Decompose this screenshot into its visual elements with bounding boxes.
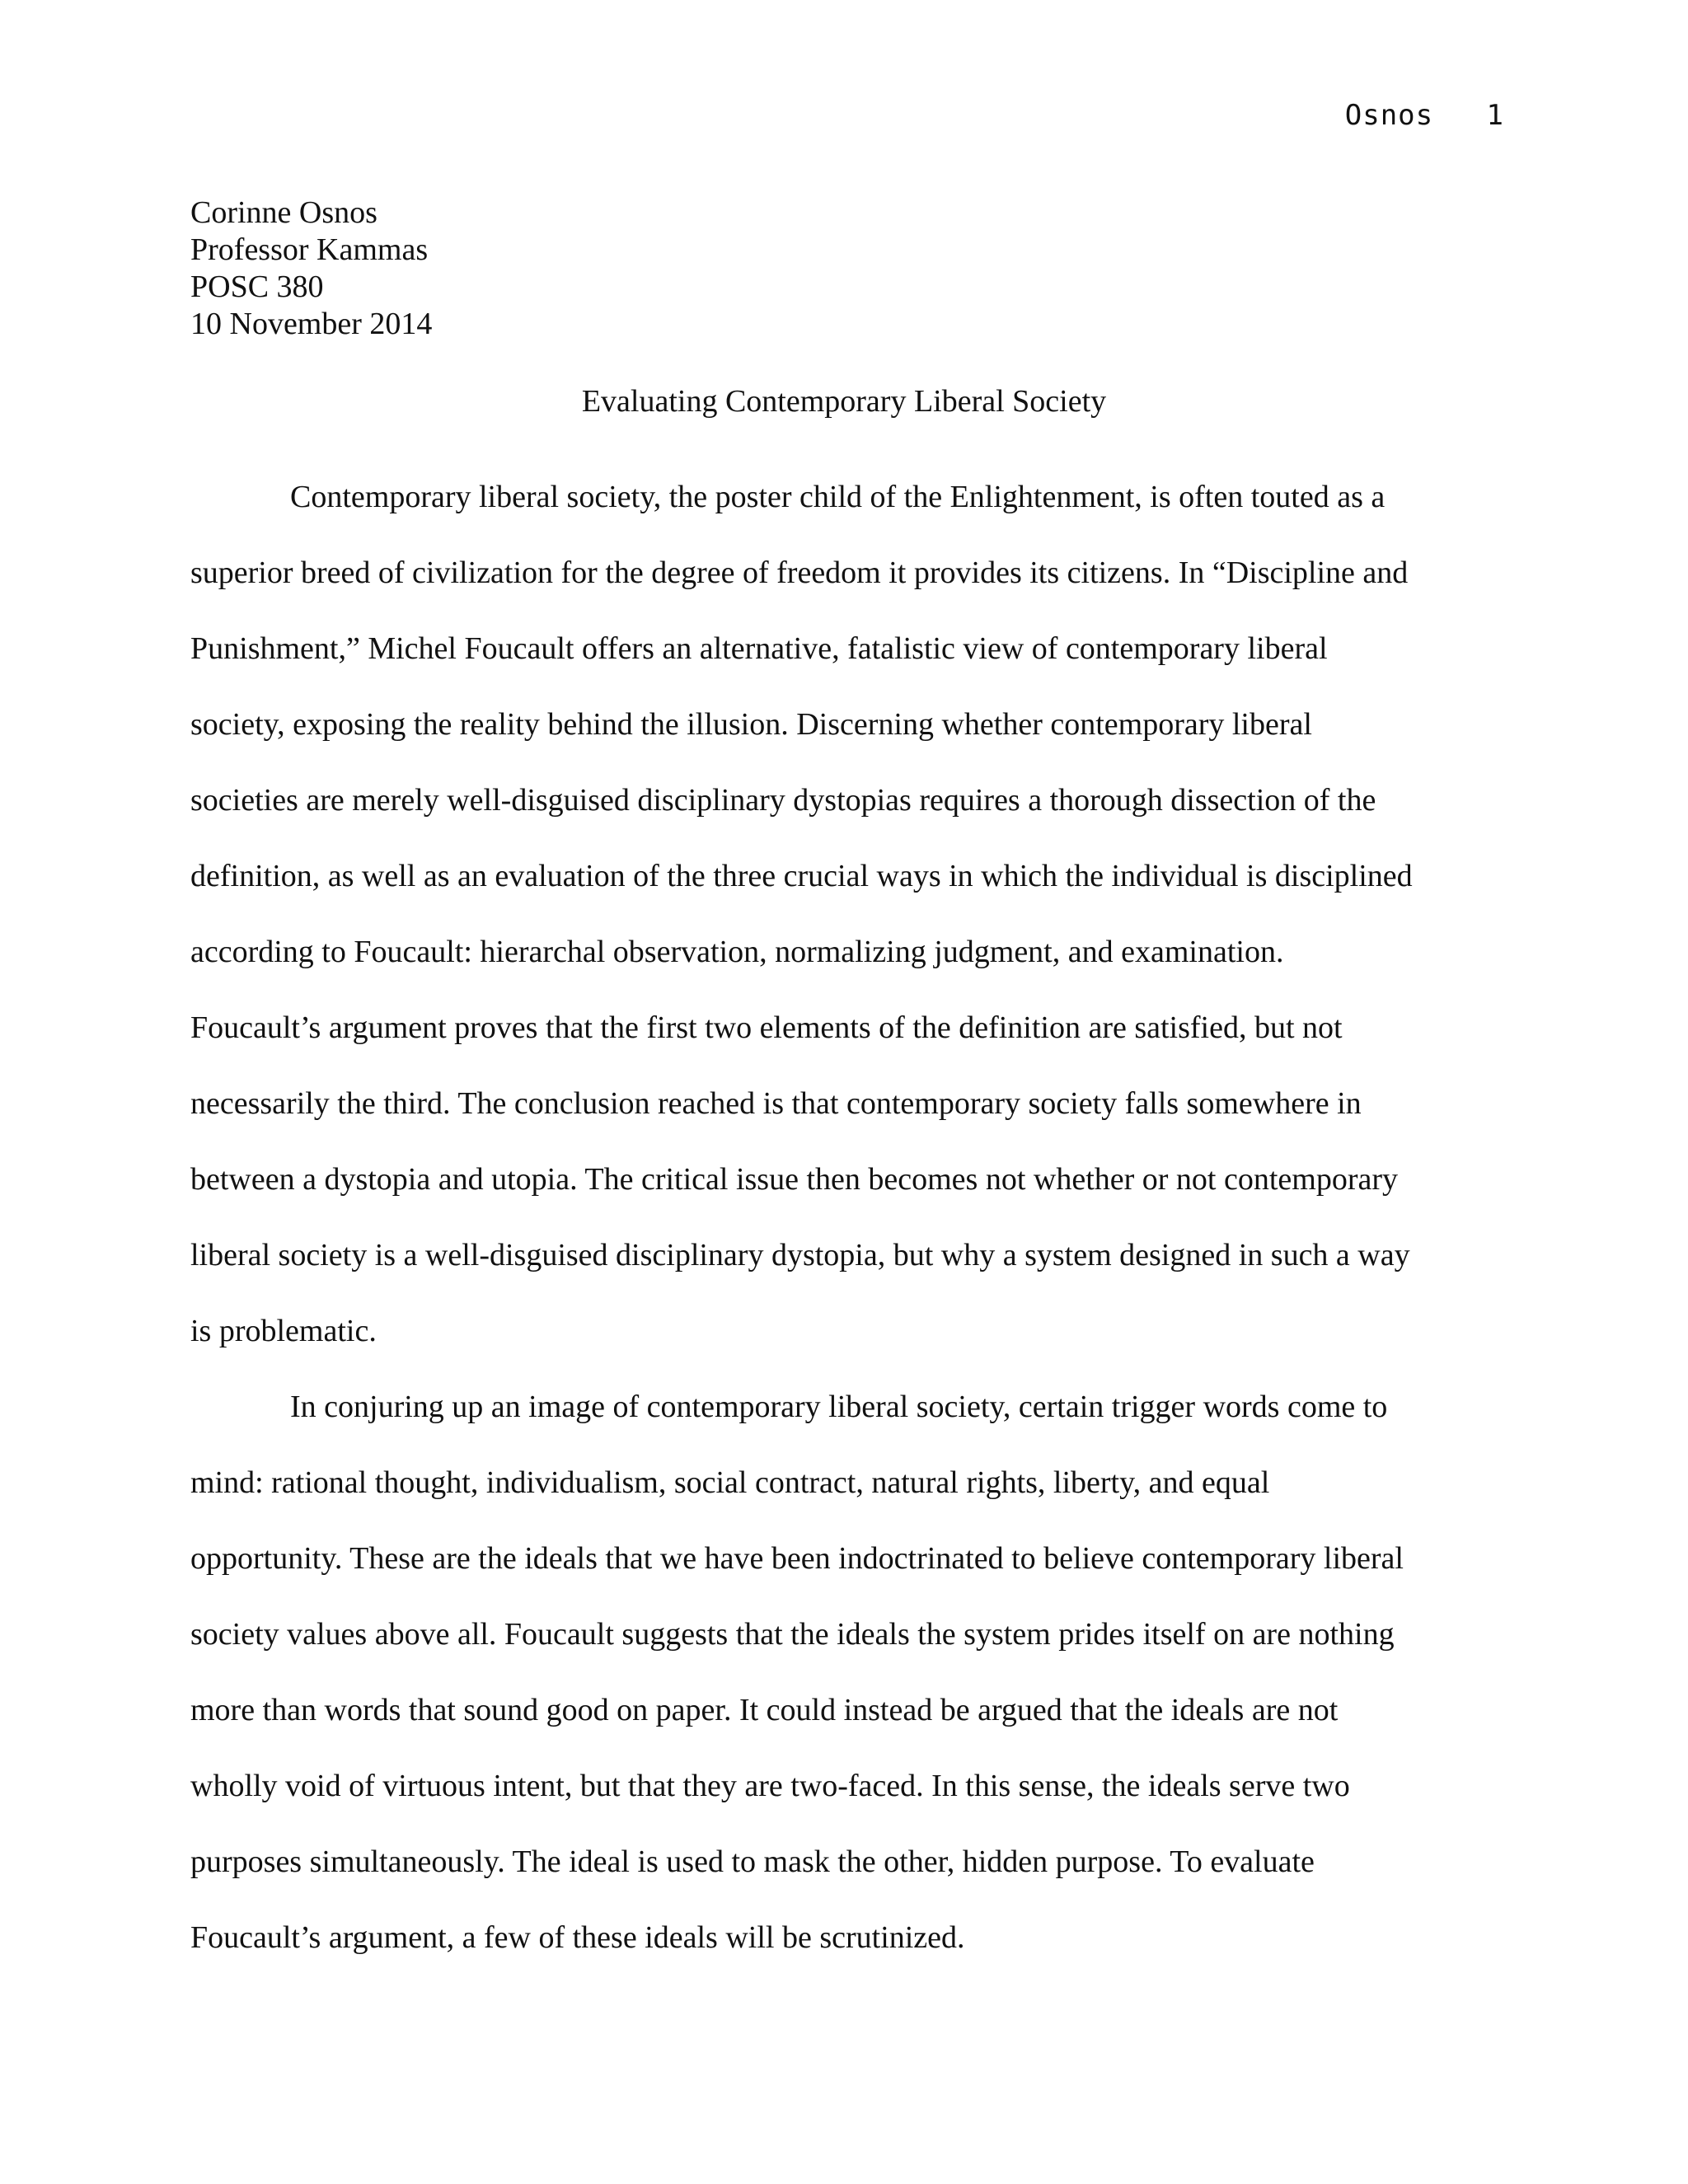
body-line: mind: rational thought, individualism, social contract, natural rights, liberty, and equal — [190, 1465, 1270, 1500]
body-line: liberal society is a well-disguised disciplinary dystopia, but why a system designed in such a way — [190, 1238, 1410, 1272]
date-line: 10 November 2014 — [190, 307, 433, 341]
body-line: is problematic. — [190, 1314, 377, 1348]
body-line: according to Foucault: hierarchal observation, normalizing judgment, and examination. — [190, 935, 1284, 969]
body-line: Punishment,” Michel Foucault offers an alternative, fatalistic view of contemporary liberal — [190, 631, 1328, 666]
body-line: societies are merely well-disguised disciplinary dystopias requires a thorough dissection of the — [190, 783, 1376, 818]
body-line: In conjuring up an image of contemporary liberal society, certain trigger words come to — [290, 1390, 1388, 1424]
body-line: more than words that sound good on paper. It could instead be argued that the ideals are not — [190, 1693, 1339, 1727]
running-header: Osnos 1 — [1344, 99, 1504, 132]
body-line: superior breed of civilization for the degree of freedom it provides its citizens. In “Discipline and — [190, 555, 1409, 590]
body-line: definition, as well as an evaluation of the three crucial ways in which the individual is disciplined — [190, 859, 1413, 893]
author-name: Corinne Osnos — [190, 195, 377, 230]
body-line: Foucault’s argument proves that the first two elements of the definition are satisfied, but not — [190, 1010, 1343, 1045]
professor-name: Professor Kammas — [190, 232, 429, 267]
mla-heading — [190, 194, 432, 343]
body-line: wholly void of virtuous intent, but that they are two-faced. In this sense, the ideals serve two — [190, 1769, 1350, 1803]
body-line: Foucault’s argument, a few of these ideals will be scrutinized. — [190, 1920, 965, 1955]
course-code: POSC 380 — [190, 269, 324, 304]
body-line: Contemporary liberal society, the poster child of the Enlightenment, is often touted as a — [290, 480, 1386, 514]
paper-title: Evaluating Contemporary Liberal Society — [581, 384, 1107, 419]
body-line: opportunity. These are the ideals that we have been indoctrinated to believe contemporary liberal — [190, 1541, 1404, 1576]
body-line: between a dystopia and utopia. The critical issue then becomes not whether or not contemporary — [190, 1162, 1399, 1197]
body-line: purposes simultaneously. The ideal is used to mask the other, hidden purpose. To evaluate — [190, 1844, 1315, 1879]
body-line: necessarily the third. The conclusion reached is that contemporary society falls somewhere in — [190, 1086, 1362, 1121]
body-line: society values above all. Foucault suggests that the ideals the system prides itself on are nothing — [190, 1617, 1395, 1652]
paper-body — [190, 459, 1504, 1975]
body-line: society, exposing the reality behind the illusion. Discerning whether contemporary liberal — [190, 707, 1312, 742]
